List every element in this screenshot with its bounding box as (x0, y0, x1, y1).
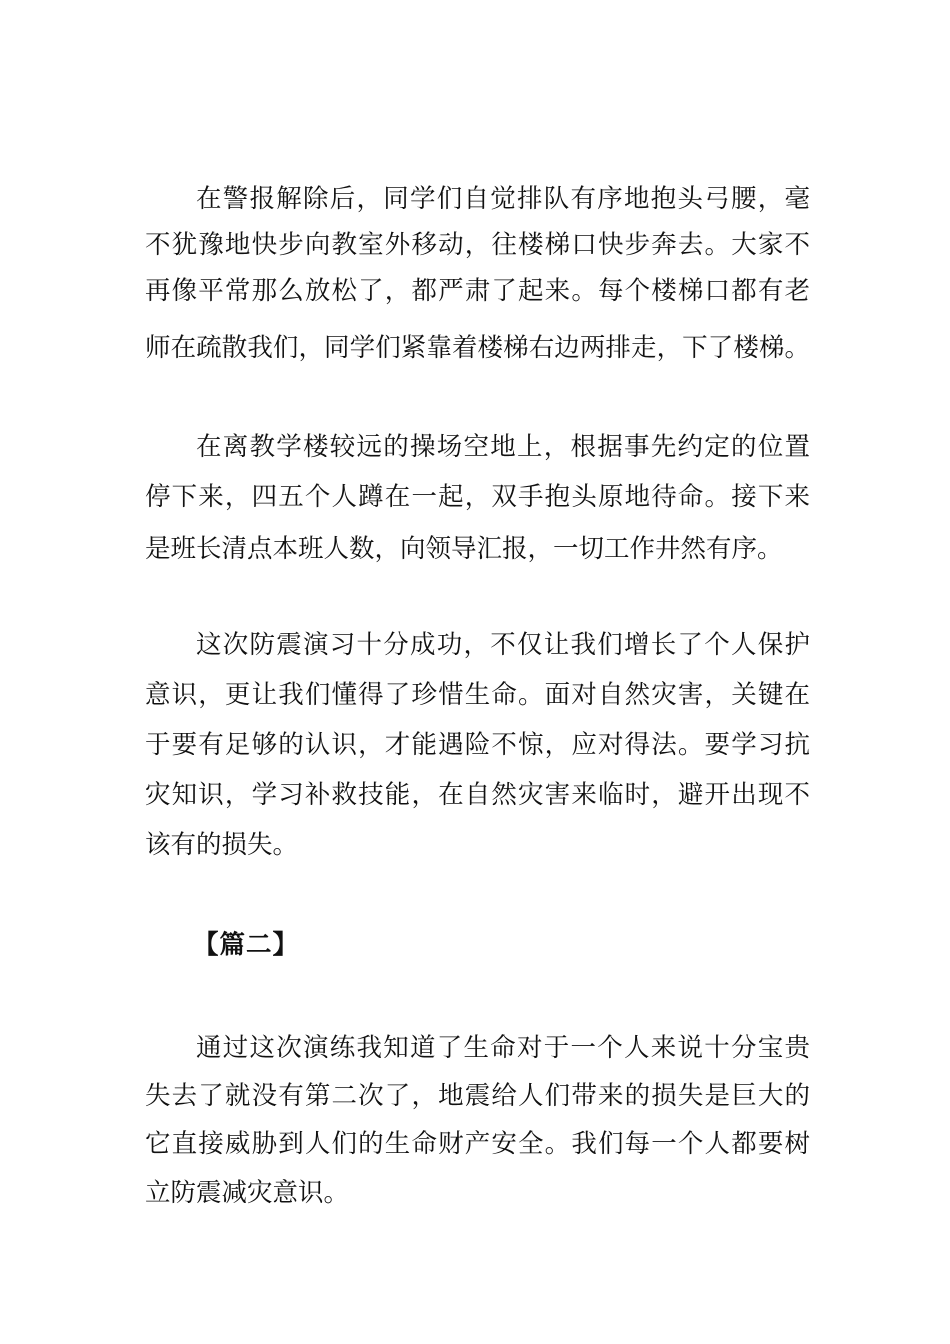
paragraph-line: 这次防震演习十分成功，不仅让我们增长了个人保护 (196, 630, 810, 660)
paragraph-line: 不犹豫地快步向教室外移动，往楼梯口快步奔去。大家不 (145, 230, 810, 260)
paragraph-line: 意识，更让我们懂得了珍惜生命。面对自然灾害，关键在 (145, 680, 810, 710)
paragraph-line: 失去了就没有第二次了，地震给人们带来的损失是巨大的 (145, 1081, 810, 1111)
paragraph-line: 在离教学楼较远的操场空地上，根据事先约定的位置 (196, 432, 810, 462)
paragraph-line: 于要有足够的认识，才能遇险不惊，应对得法。要学习抗 (145, 730, 810, 760)
paragraph-line: 是班长清点本班人数，向领导汇报，一切工作井然有序。 (145, 534, 783, 564)
paragraph-line: 再像平常那么放松了，都严肃了起来。每个楼梯口都有老 (145, 276, 810, 306)
paragraph-line: 它直接威胁到人们的生命财产安全。我们每一个人都要树 (145, 1129, 810, 1159)
paragraph-line: 师在疏散我们，同学们紧靠着楼梯右边两排走，下了楼梯。 (145, 333, 810, 363)
paragraph-line: 灾知识，学习补救技能，在自然灾害来临时，避开出现不 (145, 780, 810, 810)
section-heading: 【篇二】 (193, 930, 300, 960)
paragraph-line: 通过这次演练我知道了生命对于一个人来说十分宝贵 (196, 1033, 810, 1063)
paragraph-line: 该有的损失。 (145, 830, 299, 860)
paragraph-line: 立防震减灾意识。 (145, 1178, 350, 1208)
paragraph-line: 在警报解除后，同学们自觉排队有序地抱头弓腰，毫 (196, 184, 810, 214)
paragraph-line: 停下来，四五个人蹲在一起，双手抱头原地待命。接下来 (145, 482, 810, 512)
